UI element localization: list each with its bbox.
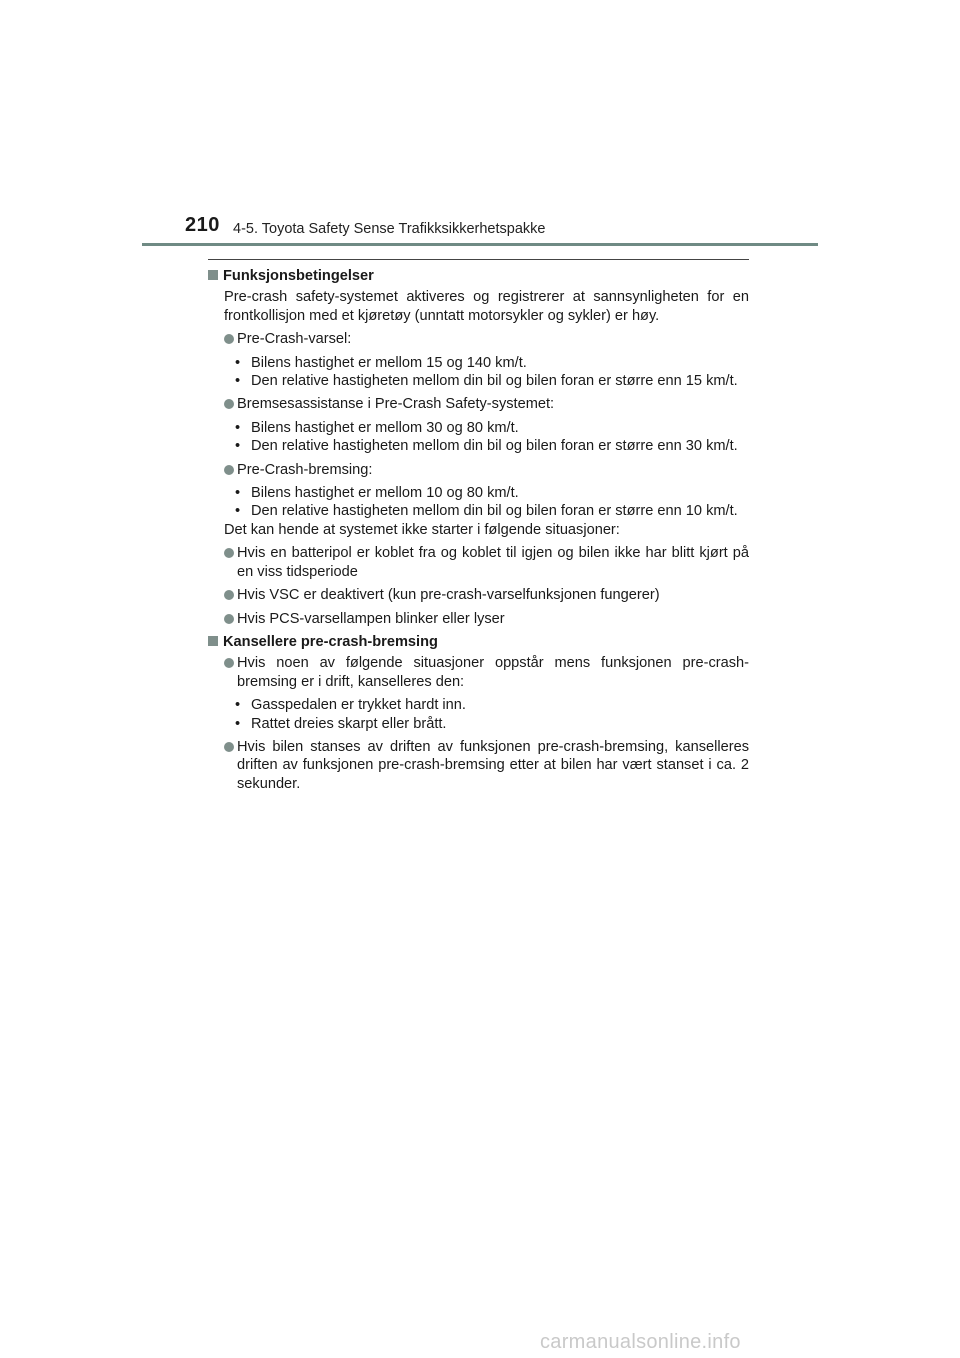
circle-bullet-icon — [224, 465, 234, 475]
circle-bullet-icon — [224, 548, 234, 558]
page-header — [0, 0, 960, 250]
header-rule — [142, 243, 818, 246]
circle-bullet-icon — [224, 334, 234, 344]
square-bullet-icon — [208, 636, 218, 646]
list-item-text: Hvis noen av følgende situasjoner oppstår mens funksjonen pre-crash-bremsing er i drift, kanselleres den: — [237, 655, 749, 690]
list-item-label: Bremsesassistanse i Pre-Crash Safety-systemet: — [237, 396, 555, 413]
section-intro: Pre-crash safety-systemet aktiveres og registrerer at sannsynligheten for en frontkollisjon med et kjøretøy (unntatt motorsykler og sykler) er høy. — [224, 289, 749, 324]
dot-bullet-icon: • — [235, 503, 241, 520]
sub-list — [208, 354, 749, 391]
sub-list — [208, 484, 749, 521]
section-divider — [208, 259, 749, 260]
list-item — [208, 738, 749, 793]
situation-text: Hvis en batteripol er koblet fra og koblet til igjen og bilen ikke har blitt kjørt på en viss tidsperiode — [237, 545, 749, 580]
sub-item-text: Den relative hastigheten mellom din bil og bilen foran er større enn 15 km/t. — [251, 373, 738, 390]
section-heading-kansellere — [208, 633, 749, 651]
situation-text: Hvis PCS-varsellampen blinker eller lyser — [237, 610, 505, 627]
dot-bullet-icon: • — [235, 485, 241, 502]
dot-bullet-icon: • — [235, 697, 241, 714]
dot-bullet-icon: • — [235, 715, 241, 732]
sub-list-item — [235, 715, 749, 733]
sub-list-item — [235, 484, 749, 502]
section-title: Funksjonsbetingelser — [223, 268, 374, 284]
situations-note: Det kan hende at systemet ikke starter i følgende situasjoner: — [224, 521, 620, 538]
chapter-title: 4-5. Toyota Safety Sense Trafikksikkerhetspakke — [233, 221, 546, 237]
list-item — [208, 461, 749, 479]
watermark-link[interactable]: carmanualsonline.info — [540, 1331, 741, 1353]
circle-bullet-icon — [224, 742, 234, 752]
dot-bullet-icon: • — [235, 373, 241, 390]
list-item — [208, 586, 749, 604]
sub-list — [208, 696, 749, 733]
sub-list-item — [235, 419, 749, 437]
sub-item-text: Den relative hastigheten mellom din bil og bilen foran er større enn 30 km/t. — [251, 438, 738, 455]
sub-list-item — [235, 696, 749, 714]
sub-list-item — [235, 437, 749, 455]
dot-bullet-icon: • — [235, 438, 241, 455]
situation-text: Hvis VSC er deaktivert (kun pre-crash-varselfunksjonen fungerer) — [237, 587, 660, 604]
circle-bullet-icon — [224, 658, 234, 668]
square-bullet-icon — [208, 270, 218, 280]
list-item-label: Pre-Crash-bremsing: — [237, 461, 373, 478]
list-item — [208, 395, 749, 413]
list-item — [208, 330, 749, 348]
sub-list — [208, 419, 749, 456]
sub-item-text: Bilens hastighet er mellom 10 og 80 km/t. — [251, 485, 519, 502]
page-number: 210 — [185, 214, 220, 236]
page-content — [208, 267, 749, 793]
dot-bullet-icon: • — [235, 419, 241, 436]
sub-list-item — [235, 502, 749, 520]
circle-bullet-icon — [224, 590, 234, 600]
list-item — [208, 654, 749, 691]
circle-bullet-icon — [224, 614, 234, 624]
sub-list-item — [235, 372, 749, 390]
list-item — [208, 610, 749, 628]
dot-bullet-icon: • — [235, 354, 241, 371]
sub-item-text: Rattet dreies skarpt eller brått. — [251, 715, 447, 732]
list-item-text: Hvis bilen stanses av driften av funksjonen pre-crash-bremsing, kanselleres driften av funksjonen pre-crash-bremsing etter at bilen har vært stanset i ca. 2 sekunder. — [237, 738, 749, 792]
sub-item-text: Bilens hastighet er mellom 15 og 140 km/t. — [251, 354, 527, 371]
circle-bullet-icon — [224, 399, 234, 409]
sub-item-text: Gasspedalen er trykket hardt inn. — [251, 697, 466, 714]
list-item-label: Pre-Crash-varsel: — [237, 331, 352, 348]
sub-item-text: Den relative hastigheten mellom din bil og bilen foran er større enn 10 km/t. — [251, 503, 738, 520]
sub-list-item — [235, 354, 749, 372]
sub-item-text: Bilens hastighet er mellom 30 og 80 km/t. — [251, 419, 519, 436]
section-title: Kansellere pre-crash-bremsing — [223, 633, 438, 650]
list-item — [208, 544, 749, 581]
section-heading-funksjonsbetingelser — [208, 267, 749, 285]
